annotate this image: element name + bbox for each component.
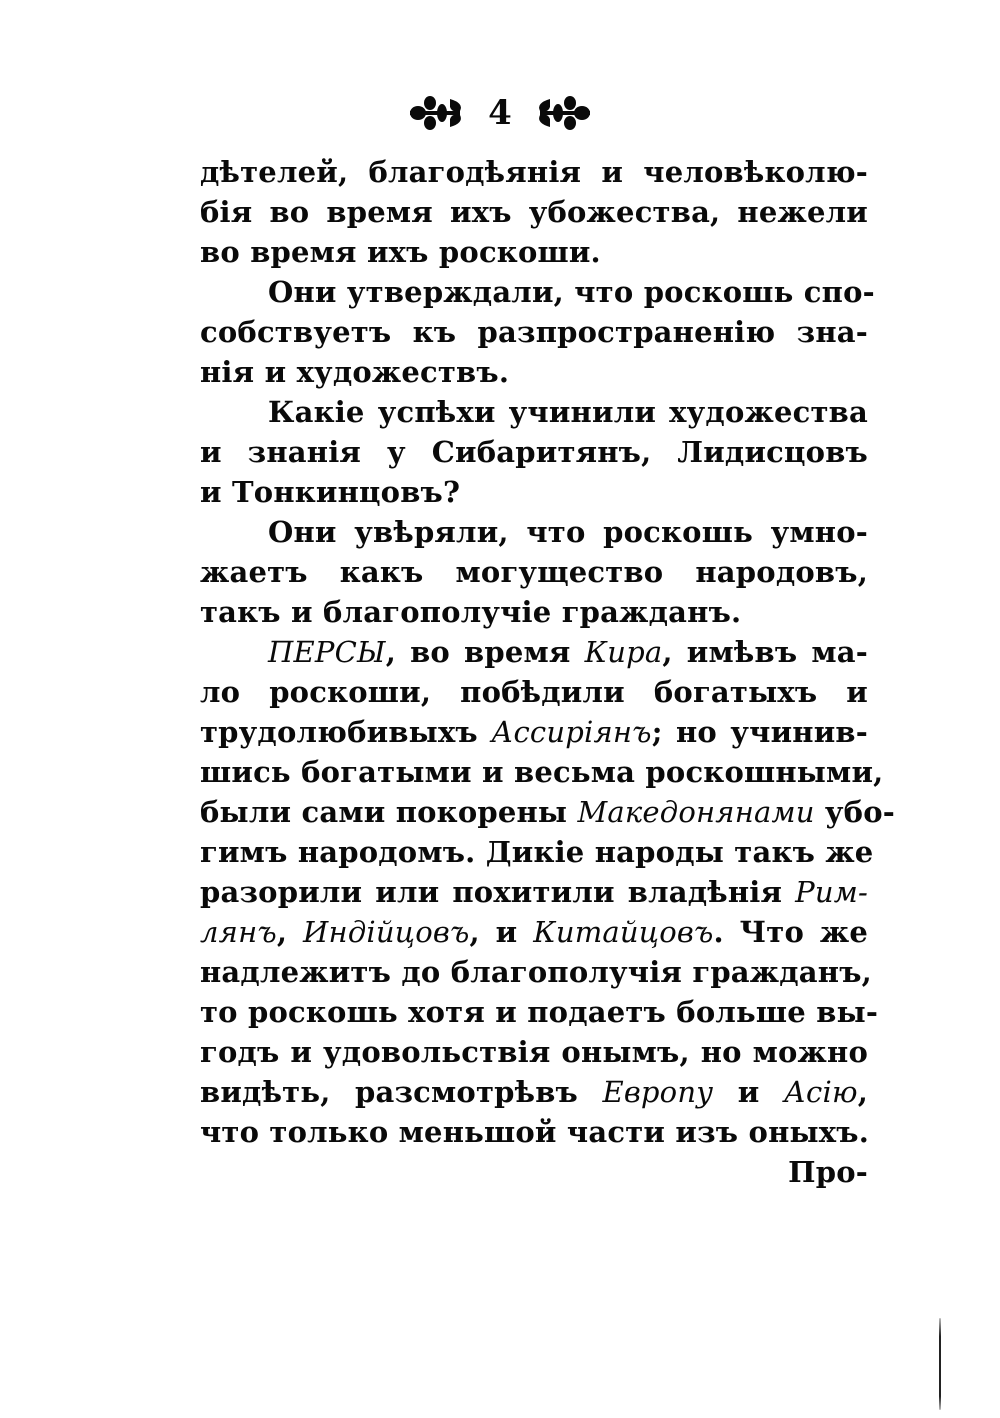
text-line: Они увѣряли, что роскошь умно-: [268, 515, 868, 549]
text-span: , во время: [385, 635, 585, 669]
text-line: Какіе успѣхи учинили художества: [268, 395, 868, 429]
body-text: [200, 152, 896, 1192]
italic-span: Китайцовъ: [533, 915, 714, 949]
italic-span: Индійцовъ: [303, 915, 470, 949]
italic-span: Рим-: [795, 875, 868, 909]
text-line: шись богатыми и весьма роскошными,: [200, 755, 884, 789]
text-line: годъ и удовольствія онымъ, но можно: [200, 1035, 868, 1069]
scan-artifact-line: [939, 1318, 941, 1410]
text-line: [200, 872, 868, 912]
text-line: ло роскоши, побѣдили богатыхъ и: [200, 675, 868, 709]
text-line: и Тонкинцовъ?: [200, 475, 461, 509]
text-line: бія во время ихъ убожества, нежели: [200, 195, 868, 229]
page-number: 4: [488, 93, 512, 133]
text-line: дѣтелей, благодѣянія и человѣколю-: [200, 155, 868, 189]
text-line: и знанія у Сибаритянъ, Лидисцовъ: [200, 435, 868, 469]
floral-ornament-icon: [408, 93, 470, 133]
text-line: Они утверждали, что роскошь спо-: [268, 275, 875, 309]
text-span: разорили или похитили владѣнія: [200, 875, 796, 909]
italic-span: Кира: [584, 635, 663, 669]
text-line: [200, 1072, 868, 1112]
text-line: [200, 712, 868, 752]
italic-span: ПЕРСЫ: [268, 635, 386, 669]
text-span: и: [713, 1075, 784, 1109]
text-span: , и: [469, 915, 534, 949]
page-header: [0, 88, 1000, 138]
text-span: , имѣвъ ма-: [662, 635, 868, 669]
text-line: [200, 912, 868, 952]
text-span: . Что же: [713, 915, 868, 949]
text-line: нія и художествъ.: [200, 355, 510, 389]
text-span: убо-: [814, 795, 896, 829]
italic-span: Европу: [602, 1075, 714, 1109]
text-span: трудолюбивыхъ: [200, 715, 492, 749]
text-line: [200, 792, 896, 832]
text-line: надлежитъ до благополучія гражданъ,: [200, 955, 872, 989]
italic-span: Ассиріянъ: [491, 715, 652, 749]
text-span: были сами покорены: [200, 795, 578, 829]
text-line: что только меньшой части изъ оныхъ.: [200, 1115, 870, 1149]
text-span: ; но учинив-: [651, 715, 868, 749]
catchword: Про-: [788, 1155, 868, 1189]
text-line: такъ и благополучіе гражданъ.: [200, 595, 742, 629]
italic-span: Македонянами: [577, 795, 815, 829]
floral-ornament-icon: [530, 93, 592, 133]
text-line: собствуетъ къ разпространенію зна-: [200, 315, 868, 349]
text-line: жаетъ какъ могущество народовъ,: [200, 555, 868, 589]
italic-span: Асію: [783, 1075, 858, 1109]
text-line: [200, 632, 868, 672]
italic-span: лянъ: [200, 915, 277, 949]
text-line: гимъ народомъ. Дикіе народы такъ же: [200, 835, 874, 869]
text-line: во время ихъ роскоши.: [200, 235, 601, 269]
text-span: видѣть, разсмотрѣвъ: [200, 1075, 603, 1109]
text-span: ,: [276, 915, 304, 949]
text-line: то роскошь хотя и подаетъ больше вы-: [200, 995, 879, 1029]
text-span: ,: [857, 1075, 868, 1109]
